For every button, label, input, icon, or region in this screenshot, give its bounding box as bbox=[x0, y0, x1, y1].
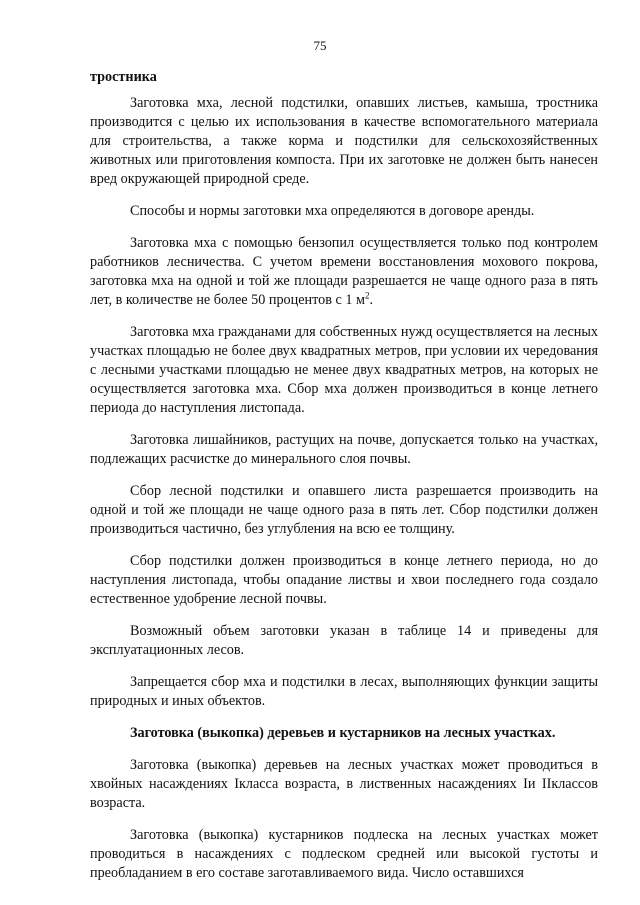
paragraph-3-text: Заготовка мха с помощью бензопил осуществляется только под контролем работников лесничества. С учетом времени восстановления мохового покрова, заготовка мха на одной и той же площади разрешается не чаще одного раза в пять лет, в количестве не более 50 процентов с 1 м bbox=[90, 235, 598, 308]
superscript-square: 2 bbox=[364, 290, 370, 301]
continued-heading: тростника bbox=[90, 69, 157, 85]
paragraph-9: Запрещается сбор мха и подстилки в лесах, выполняющих функции защиты природных и иных объектов. bbox=[90, 674, 598, 709]
paragraph-8: Возможный объем заготовки указан в таблице 14 и приведены для эксплуатационных лесов. bbox=[90, 623, 598, 658]
paragraph-4: Заготовка мха гражданами для собственных нужд осуществляется на лесных участках площадью не более двух квадратных метров, при условии их чередования с лесными участками площадью не менее двух квадратных метров, на которых не осуществляется заготовка мха. Сбор мха должен производиться в конце летнего периода до наступления листопада. bbox=[90, 324, 598, 416]
document-body bbox=[90, 68, 598, 896]
paragraph-6: Сбор лесной подстилки и опавшего листа разрешается производить на одной и той же площади не чаще одного раза в пять лет. Сбор подстилки должен производиться частично, без углубления на всю ее толщину. bbox=[90, 483, 598, 537]
section-paragraph-2: Заготовка (выкопка) кустарников подлеска на лесных участках может проводиться в насаждениях с подлеском средней или высокой густоты и преобладанием в его составе заготавливаемого вида. Число оставшихся bbox=[90, 827, 598, 881]
section-paragraph-1: Заготовка (выкопка) деревьев на лесных участках может проводиться в хвойных насаждениях Iкласса возраста, в лиственных насаждениях Iи IIклассов возраста. bbox=[90, 757, 598, 811]
paragraph-2: Способы и нормы заготовки мха определяются в договоре аренды. bbox=[130, 203, 535, 219]
paragraph-7: Сбор подстилки должен производиться в конце летнего периода, но до наступления листопада, чтобы опадание листвы и хвои последнего года создало естественное удобрение лесной почвы. bbox=[90, 553, 598, 607]
paragraph-1: Заготовка мха, лесной подстилки, опавших листьев, камыша, тростника производится с целью их использования в качестве вспомогательного материала для строительства, а также корма и подстилки для сельскохозяйственных животных или приготовления компоста. При их заготовке не должен быть нанесен вред окружающей природной среде. bbox=[90, 95, 598, 187]
paragraph-5: Заготовка лишайников, растущих на почве, допускается только на участках, подлежащих расчистке до минерального слоя почвы. bbox=[90, 432, 598, 467]
paragraph-3-end: . bbox=[369, 292, 373, 308]
section-heading: Заготовка (выкопка) деревьев и кустарников на лесных участках. bbox=[130, 725, 556, 741]
page-number: 75 bbox=[313, 38, 327, 53]
paragraph-3 bbox=[90, 234, 598, 310]
